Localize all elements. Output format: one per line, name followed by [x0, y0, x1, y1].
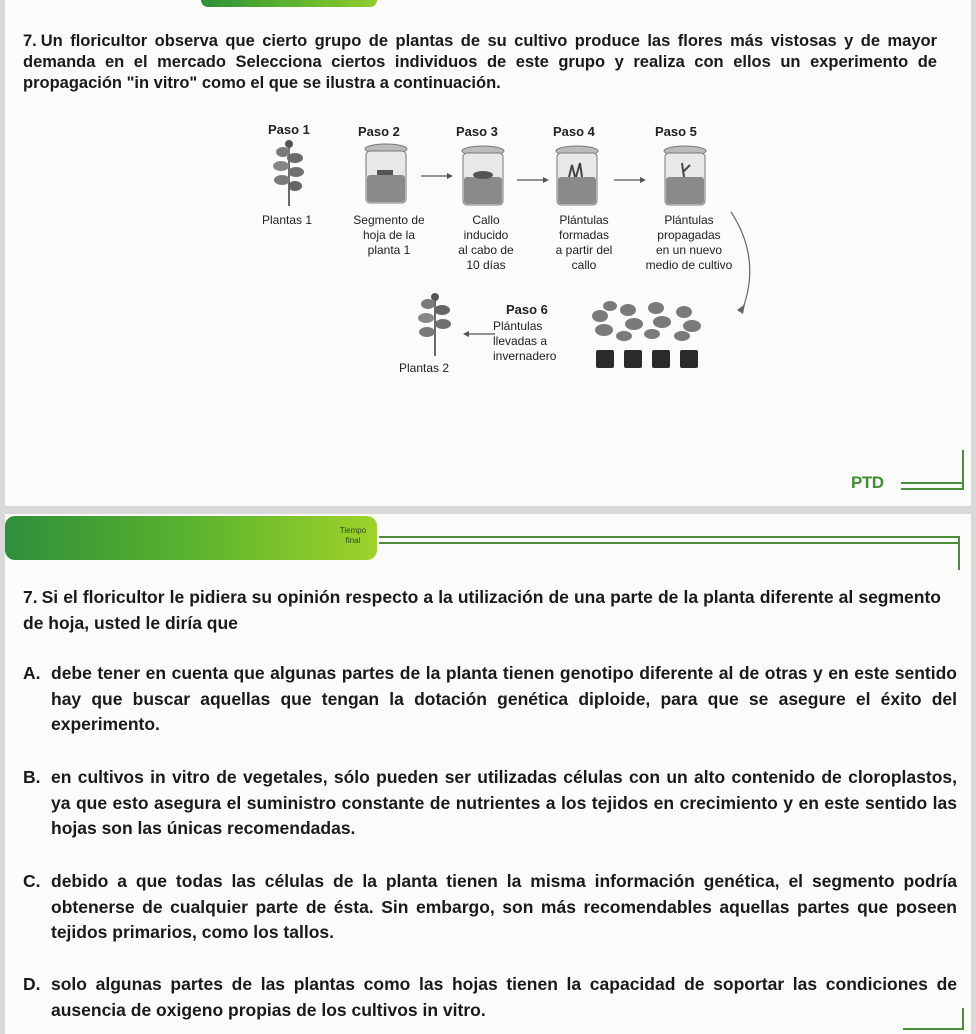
progress-bar-top [201, 0, 377, 7]
option-a-letter: A. [23, 663, 41, 683]
option-d-letter: D. [23, 974, 41, 994]
option-d[interactable] [23, 972, 957, 1023]
step-caption-5: Plántulas propagadas en un nuevo medio de cultivo [645, 213, 733, 272]
jar-step-3-icon [460, 145, 506, 209]
ptd-logo: PTD [851, 473, 884, 492]
arrow-4-5-icon [612, 174, 648, 186]
plant-1-icon [267, 138, 311, 206]
curved-arrow-icon [727, 208, 763, 320]
step-caption-2: Segmento de hoja de la planta 1 [353, 213, 425, 257]
step-caption-4: Plántulas formadas a partir del callo [555, 213, 613, 272]
arrow-2-3-icon [419, 170, 455, 182]
step-title-5: Paso 5 [655, 124, 697, 139]
question-number-bottom: 7. [23, 587, 38, 607]
option-b-letter: B. [23, 767, 41, 787]
option-c-text: debido a que todas las células de la planta tienen la misma información genética, el segmento podría obtenerse de cualquier parte de ésta. Sin embargo, son más recomendables aquellas partes que poseen tejidos primarios, como los tallos. [51, 871, 957, 942]
option-c[interactable] [23, 869, 957, 946]
footer-line-top-v [962, 450, 964, 490]
question-panel-top [5, 0, 971, 506]
option-d-text: solo algunas partes de las plantas como las hojas tienen la capacidad de soportar las condiciones de ausencia de oxigeno propias de los cultivos in vitro. [51, 974, 957, 1020]
header-line-v [958, 536, 960, 570]
step-caption-3: Callo inducido al cabo de 10 días [458, 213, 514, 272]
question-text-bottom: Si el floricultor le pidiera su opinión respecto a la utilización de una parte de la planta diferente al segmento de hoja, usted le diría que [23, 587, 941, 633]
footer-line-bottom [903, 1028, 963, 1030]
arrow-to-plants-2-icon [461, 328, 497, 340]
potted-plants-icon [590, 296, 710, 370]
timer-tab [5, 516, 377, 560]
step-title-2: Paso 2 [358, 124, 400, 139]
question-panel-bottom [5, 514, 971, 1034]
arrow-3-4-icon [515, 174, 551, 186]
footer-line-bottom-v [962, 1008, 964, 1030]
step-caption-6: Plántulas llevadas a invernadero [493, 319, 557, 363]
timer-label: Tiempo final [339, 526, 367, 545]
jar-step-4-icon [554, 145, 600, 209]
footer-line-top-1 [901, 482, 963, 484]
option-a[interactable] [23, 661, 957, 738]
question-stem-top [23, 31, 937, 94]
step-title-3: Paso 3 [456, 124, 498, 139]
question-number: 7. [23, 32, 37, 50]
step-title-6: Paso 6 [506, 302, 548, 317]
jar-step-2-icon [363, 143, 409, 207]
header-line-2 [379, 542, 959, 544]
question-stem-bottom [23, 585, 941, 636]
header-line-1 [379, 536, 959, 538]
step-title-1: Paso 1 [268, 122, 310, 137]
plant-2-icon [411, 292, 459, 356]
option-a-text: debe tener en cuenta que algunas partes de la planta tienen genotipo diferente al de otras y en este sentido hay que buscar aquellas que tengan la dotación genética diploide, para que se asegure el éxito del experimento. [51, 663, 957, 734]
question-text: Un floricultor observa que cierto grupo de plantas de su cultivo produce las flores más vistosas y de mayor demanda en el mercado Selecciona ciertos individuos de este grupo y realiza con ellos un experimento de propagación "in vitro" como el que se ilustra a continuación. [23, 32, 937, 92]
jar-step-5-icon [662, 145, 708, 209]
option-c-letter: C. [23, 871, 41, 891]
footer-line-top-2 [901, 488, 963, 490]
option-b[interactable] [23, 765, 957, 842]
step-caption-1: Plantas 1 [262, 213, 313, 227]
option-b-text: en cultivos in vitro de vegetales, sólo pueden ser utilizadas células con un alto contenido de cloroplastos, ya que esto asegura el suministro constante de nutrientes a los tejidos en crecimiento y en este sentido las hojas son las únicas recomendadas. [51, 767, 957, 838]
plants-2-label: Plantas 2 [399, 361, 450, 375]
step-title-4: Paso 4 [553, 124, 595, 139]
